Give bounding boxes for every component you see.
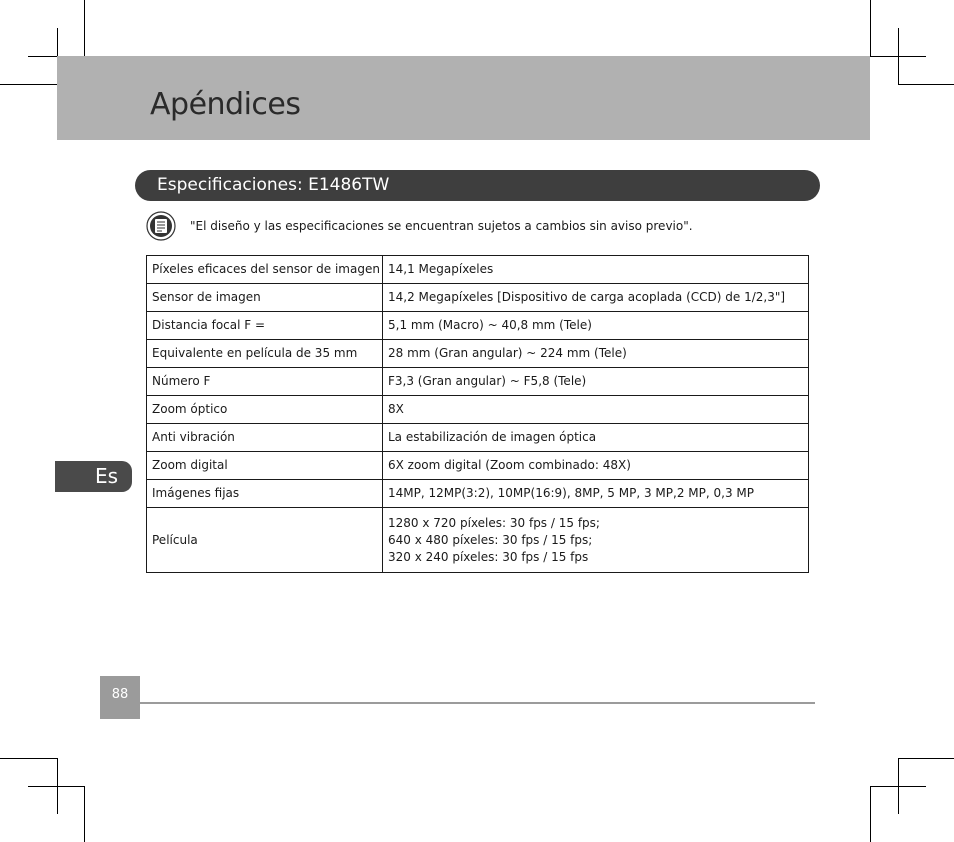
spec-label: Zoom óptico [147, 396, 383, 424]
table-row [147, 396, 809, 424]
spec-value-line: 320 x 240 píxeles: 30 fps / 15 fps [388, 549, 589, 564]
spec-table [146, 255, 809, 573]
spec-label: Anti vibración [147, 424, 383, 452]
crop-mark [898, 84, 954, 85]
crop-mark [870, 786, 871, 842]
spec-value: 5,1 mm (Macro) ~ 40,8 mm (Tele) [383, 312, 809, 340]
language-tab-label: Es [94, 464, 118, 488]
table-row [147, 424, 809, 452]
spec-value [383, 508, 809, 573]
page-title: Apéndices [150, 87, 301, 122]
crop-mark [0, 758, 57, 759]
table-row [147, 284, 809, 312]
spec-value: F3,3 (Gran angular) ~ F5,8 (Tele) [383, 368, 809, 396]
crop-mark [28, 786, 84, 787]
table-row [147, 452, 809, 480]
page-number-box [100, 676, 140, 719]
spec-value: La estabilización de imagen óptica [383, 424, 809, 452]
spec-label: Equivalente en película de 35 mm [147, 340, 383, 368]
section-title: Especificaciones: E1486TW [157, 175, 390, 195]
spec-value: 14MP, 12MP(3:2), 10MP(16:9), 8MP, 5 MP, 3 MP,2 MP, 0,3 MP [383, 480, 809, 508]
table-row [147, 480, 809, 508]
crop-mark [870, 786, 926, 787]
spec-value-line: 1280 x 720 píxeles: 30 fps / 15 fps; [388, 515, 600, 530]
spec-value: 8X [383, 396, 809, 424]
table-row [147, 256, 809, 284]
spec-label: Película [147, 508, 383, 573]
spec-label: Distancia focal F = [147, 312, 383, 340]
spec-label: Imágenes fijas [147, 480, 383, 508]
crop-mark [0, 84, 57, 85]
section-header [135, 170, 820, 201]
spec-value: 28 mm (Gran angular) ~ 224 mm (Tele) [383, 340, 809, 368]
page-number: 88 [111, 687, 129, 702]
crop-mark [84, 0, 85, 56]
spec-label: Zoom digital [147, 452, 383, 480]
note-icon [146, 211, 176, 241]
spec-label: Píxeles eficaces del sensor de imagen [147, 256, 383, 284]
language-tab[interactable] [55, 461, 132, 492]
spec-value: 6X zoom digital (Zoom combinado: 48X) [383, 452, 809, 480]
crop-mark [870, 0, 871, 56]
footer-rule [140, 702, 815, 704]
crop-mark [898, 758, 954, 759]
table-row [147, 312, 809, 340]
crop-mark [84, 786, 85, 842]
spec-label: Número F [147, 368, 383, 396]
table-row [147, 508, 809, 573]
spec-label: Sensor de imagen [147, 284, 383, 312]
spec-value: 14,2 Megapíxeles [Dispositivo de carga acoplada (CCD) de 1/2,3"] [383, 284, 809, 312]
note-text: "El diseño y las especificaciones se encuentran sujetos a cambios sin aviso previo". [190, 219, 693, 233]
crop-mark [870, 56, 926, 57]
spec-value-line: 640 x 480 píxeles: 30 fps / 15 fps; [388, 532, 593, 547]
spec-value: 14,1 Megapíxeles [383, 256, 809, 284]
table-row [147, 368, 809, 396]
table-row [147, 340, 809, 368]
